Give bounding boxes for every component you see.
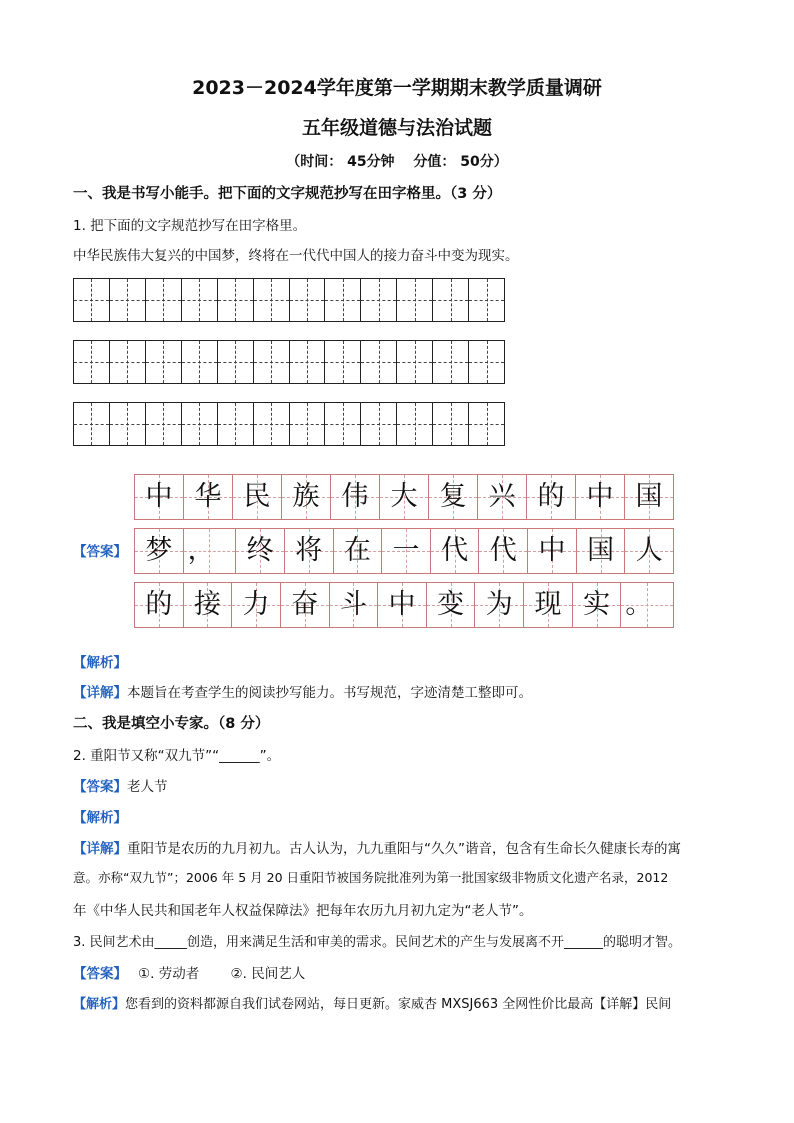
exam-subtitle: 五年级道德与法治试题 xyxy=(301,117,492,139)
answer-grid-row-3: 的 接 力 奋 斗 中 变 为 现 实 。 xyxy=(134,582,674,628)
writing-grid-row-3[interactable] xyxy=(73,402,505,446)
q3-answer-tag: 【答案】 xyxy=(73,966,121,982)
exam-meta: （时间： 45分钟 分值： 50分） xyxy=(286,154,508,170)
answer-grid-row-1: 中 华 民 族 伟 大 复 兴 的 中 国 xyxy=(134,474,674,520)
q3-answer xyxy=(73,962,305,982)
q2-detail-line-3: 年《中华人民共和国老年人权益保障法》把每年农历九月初九定为“老人节”。 xyxy=(73,903,533,919)
section1-heading: 一、我是书写小能手。把下面的文字规范抄写在田字格里。（3 分） xyxy=(73,186,502,202)
answer-grid-row-2: 梦 ， 终 将 在 一 代 代 中 国 人 xyxy=(134,528,674,574)
q2-detail-line-2: 意。亦称“双九节”；2006 年 5 月 20 日重阳节被国务院批准列为第一批国家级非物质文化遗产名录，2012 xyxy=(73,870,669,885)
q1-detail-tag: 【详解】 xyxy=(73,685,127,701)
q2-detail-line-1: 【详解】重阳节是农历的九月初九。古人认为，九九重阳与“久久”谐音，包含有生命长久健康长寿的寓 xyxy=(73,841,681,857)
q2-answer xyxy=(73,775,168,795)
q2-detail-tag: 【详解】 xyxy=(73,841,127,857)
q3-analysis-tag: 【解析】 xyxy=(73,997,126,1012)
q1-analysis-tag: 【解析】 xyxy=(73,655,127,671)
q2-analysis-tag: 【解析】 xyxy=(73,810,127,826)
q3-prompt: 3. 民间艺术由_____创造，用来满足生活和审美的需求。民间艺术的产生与发展离不开______的聪明才智。 xyxy=(73,935,682,950)
q1-prompt: 1. 把下面的文字规范抄写在田字格里。 xyxy=(73,218,307,234)
q1-answer-tag: 【答案】 xyxy=(73,544,127,560)
q2-answer-text: 老人节 xyxy=(127,779,168,795)
q1-detail xyxy=(73,681,532,701)
writing-grid-row-1[interactable] xyxy=(73,278,505,322)
q3-answer-text: ①. 劳动者 ②. 民间艺人 xyxy=(120,966,306,982)
exam-title: 2023－2024学年度第一学期期末教学质量调研 xyxy=(192,77,602,99)
section2-heading: 二、我是填空小专家。（8 分） xyxy=(73,716,270,732)
writing-grid-row-2[interactable] xyxy=(73,340,505,384)
q3-analysis xyxy=(73,993,671,1012)
q2-answer-tag: 【答案】 xyxy=(73,779,127,795)
q3-analysis-text: 您看到的资料都源自我们试卷网站，每日更新。家威杏 MXSJ663 全网性价比最高【详解】民间 xyxy=(125,997,672,1012)
q2-prompt: 2. 重阳节又称“双九节”“______”。 xyxy=(73,748,281,764)
q1-text: 中华民族伟大复兴的中国梦，终将在一代代中国人的接力奋斗中变为现实。 xyxy=(73,248,519,264)
q1-detail-text: 本题旨在考查学生的阅读抄写能力。书写规范，字迹清楚工整即可。 xyxy=(127,685,532,701)
